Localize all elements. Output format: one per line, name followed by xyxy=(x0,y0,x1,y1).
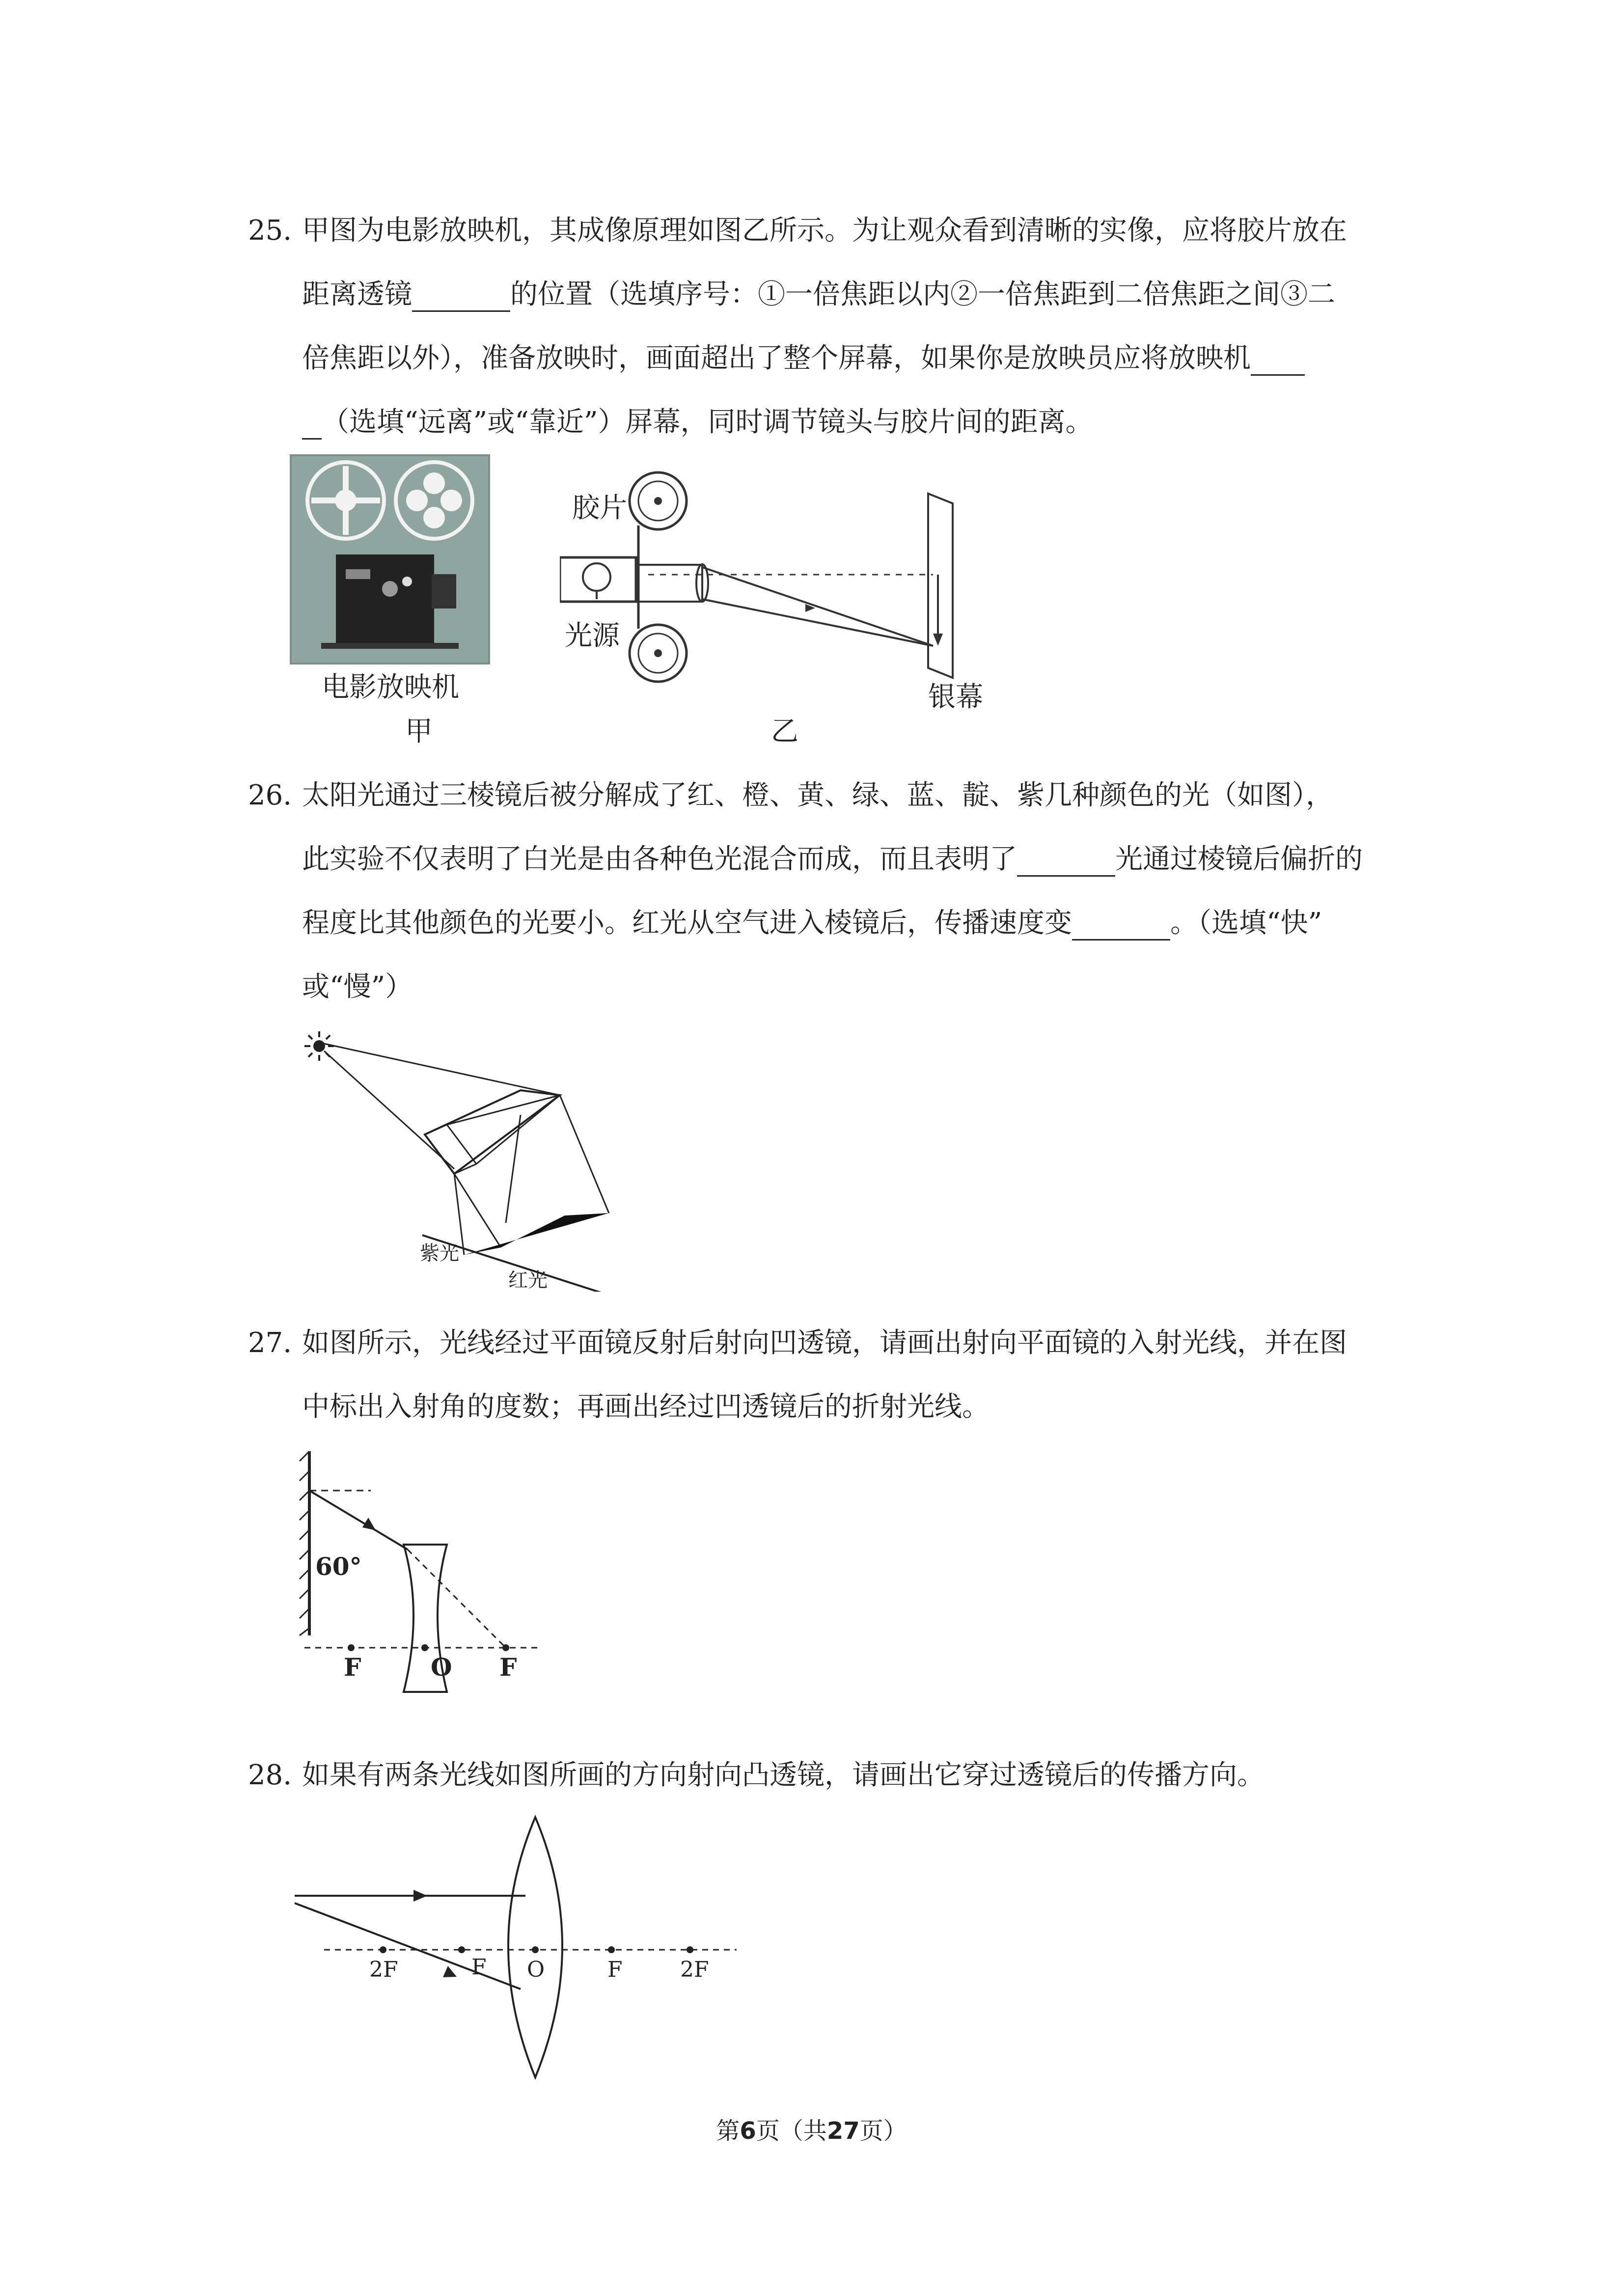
projector-illustration xyxy=(292,456,488,663)
convex-lens-diagram xyxy=(285,1812,746,2097)
label-f-right: F xyxy=(607,1957,623,1982)
answer-blank[interactable] xyxy=(302,406,322,440)
answer-blank[interactable] xyxy=(1251,342,1305,376)
question-text: 甲图为电影放映机，其成像原理如图乙所示。为让观众看到清晰的实像，应将胶片放在 xyxy=(302,215,1347,247)
question-text: 。（选填“快” xyxy=(1170,907,1322,939)
figure-label: 乙 xyxy=(771,716,798,747)
question-number: 26. xyxy=(248,779,292,811)
label-f-left: F xyxy=(471,1955,487,1980)
page-footer xyxy=(0,2112,1623,2146)
film-label: 胶片 xyxy=(572,492,627,524)
question-text: （选填“远离”或“靠近”）屏幕，同时调节镜头与胶片间的距离。 xyxy=(322,406,1093,438)
question-text: 的位置（选填序号：①一倍焦距以内②一倍焦距到二倍焦距之间③二 xyxy=(510,278,1335,310)
question-text: 光通过棱镜后偏折的 xyxy=(1115,843,1363,875)
footer-text: 第 xyxy=(716,2117,740,2145)
figure-caption: 电影放映机 xyxy=(322,671,459,703)
answer-blank[interactable] xyxy=(1072,907,1170,941)
focal-point-right-label: F xyxy=(499,1653,517,1682)
question-text: 程度比其他颜色的光要小。红光从空气进入棱镜后，传播速度变 xyxy=(302,907,1072,939)
question-text: 如图所示，光线经过平面镜反射后射向凹透镜，请画出射向平面镜的入射光线，并在图 xyxy=(302,1327,1347,1359)
red-light-label: 红光 xyxy=(508,1269,548,1292)
footer-text: 页（共 xyxy=(756,2117,827,2145)
screen-label: 银幕 xyxy=(928,681,983,713)
question-text: 如果有两条光线如图所画的方向射向凸透镜，请画出它穿过透镜后的传播方向。 xyxy=(302,1759,1265,1791)
answer-blank[interactable] xyxy=(1017,843,1115,877)
question-text: 或“慢”） xyxy=(302,971,413,1003)
label-2f-right: 2F xyxy=(680,1957,709,1982)
footer-text: 页） xyxy=(859,2117,907,2145)
question-text: 距离透镜 xyxy=(302,278,412,310)
label-optical-center: O xyxy=(527,1957,545,1982)
answer-blank[interactable] xyxy=(412,278,510,312)
question-number: 28. xyxy=(248,1759,292,1791)
incident-angle-label: 60° xyxy=(315,1552,362,1581)
violet-light-label: 紫光 xyxy=(420,1242,459,1265)
label-2f-left: 2F xyxy=(369,1957,398,1982)
question-number: 27. xyxy=(248,1327,292,1359)
question-number: 25. xyxy=(248,215,292,247)
question-text: 中标出入射角的度数；再画出经过凹透镜后的折射光线。 xyxy=(302,1391,990,1423)
light-source-label: 光源 xyxy=(565,620,620,652)
figure-label: 甲 xyxy=(405,716,433,747)
focal-point-left-label: F xyxy=(344,1653,361,1682)
question-text: 倍焦距以外），准备放映时，画面超出了整个屏幕，如果你是放映员应将放映机 xyxy=(302,342,1251,374)
mirror-concave-lens-diagram xyxy=(295,1444,550,1729)
question-text: 此实验不仅表明了白光是由各种色光混合而成，而且表明了 xyxy=(302,843,1017,875)
question-text: 太阳光通过三棱镜后被分解成了红、橙、黄、绿、蓝、靛、紫几种颜色的光（如图）， xyxy=(302,779,1333,811)
optical-center-label: O xyxy=(431,1653,452,1682)
projector-photo xyxy=(290,454,490,664)
total-pages: 27 xyxy=(826,2117,860,2145)
page-number: 6 xyxy=(740,2117,756,2145)
prism-diagram xyxy=(295,1017,638,1292)
